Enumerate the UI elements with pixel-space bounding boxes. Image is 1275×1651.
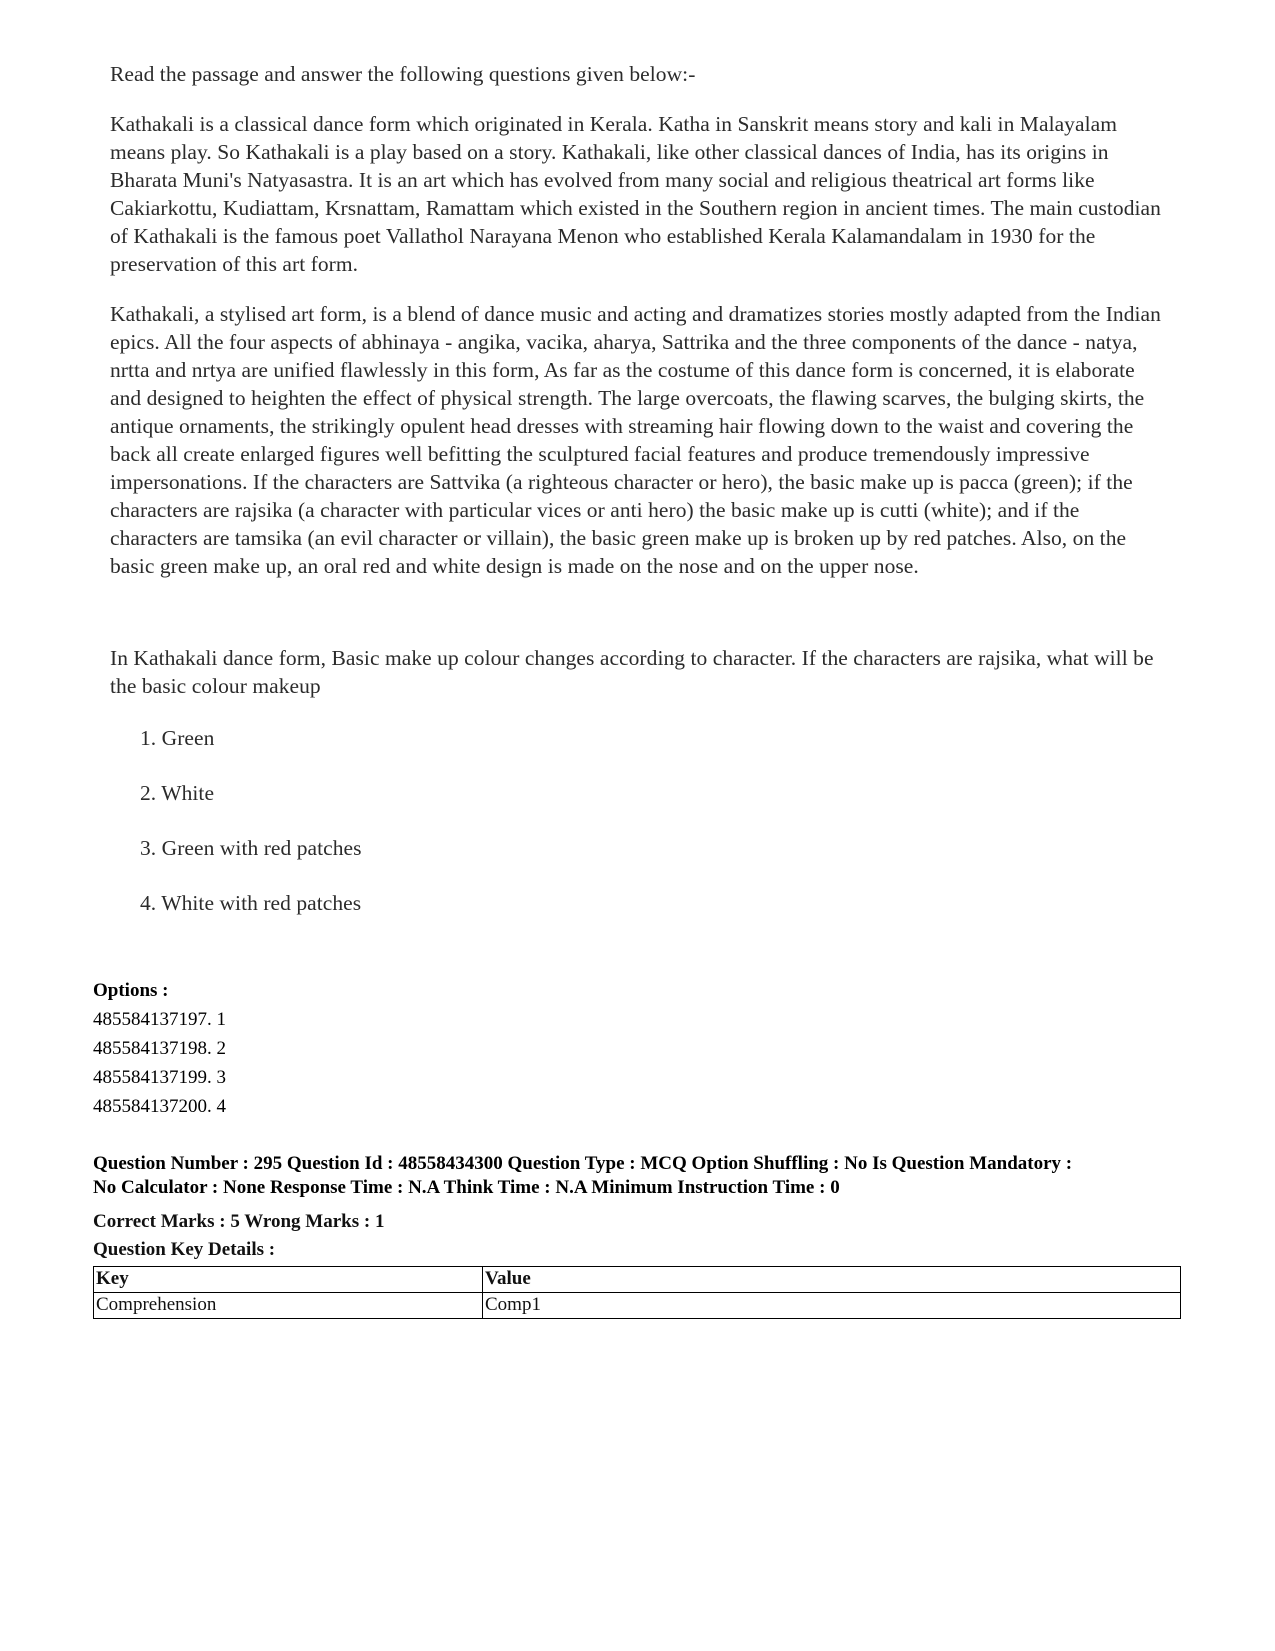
question-meta-line-1: Question Number : 295 Question Id : 48558434300 Question Type : MCQ Option Shuffling : No Is Question Mandatory : (93, 1153, 1073, 1174)
answer-choice-3: 3. Green with red patches (140, 836, 362, 860)
answer-choice-4: 4. White with red patches (140, 891, 362, 915)
passage-paragraph-1: Kathakali is a classical dance form which originated in Kerala. Katha in Sanskrit means story and kali in Malayalam means play. So Kathakali is a play based on a story. Kathakali, like other classical dances of India, has its origins in Bharata Muni's Natyasastra. It is an art which has evolved from many social and religious theatrical art forms like Cakiarkottu, Kudiattam, Krsnattam, Ramattam which existed in the Southern region in ancient times. The main custodian of Kathakali is the famous poet Vallathol Narayana Menon who established Kerala Kalamandalam in 1930 for the preservation of this art form. (110, 112, 1161, 276)
option-id-item: 485584137198. 2 (93, 1038, 226, 1059)
question-text: In Kathakali dance form, Basic make up colour changes according to character. If the characters are rajsika, what will be the basic colour makeup (110, 646, 1154, 698)
table-header-key: Key (94, 1267, 483, 1293)
answer-choices (110, 724, 1170, 917)
table-row (94, 1293, 1181, 1319)
table-cell-key: Comprehension (94, 1293, 483, 1319)
comprehension-scan (110, 60, 1170, 917)
table-cell-value: Comp1 (483, 1293, 1181, 1319)
option-id-item: 485584137199. 3 (93, 1067, 226, 1088)
answer-choice-2: 2. White (140, 781, 215, 805)
option-id-item: 485584137200. 4 (93, 1096, 226, 1117)
question-meta-line-2: No Calculator : None Response Time : N.A Think Time : N.A Minimum Instruction Time : 0 (93, 1177, 840, 1198)
options-section (93, 976, 1193, 1121)
options-heading: Options : (93, 980, 169, 1001)
option-id-list (93, 1005, 1193, 1121)
answer-choice-1: 1. Green (140, 726, 215, 750)
table-header-row (94, 1267, 1181, 1293)
passage-paragraph-2: Kathakali, a stylised art form, is a blend of dance music and acting and dramatizes stories mostly adapted from the Indian epics. All the four aspects of abhinaya - angika, vacika, aharya, Sattrika and the three components of the dance - natya, nrtta and nrtya are unified flawlessly in this form, As far as the costume of this dance form is concerned, it is elaborate and designed to heighten the effect of physical strength. The large overcoats, the flawing scarves, the bulging skirts, the antique ornaments, the strikingly opulent head dresses with streaming hair flowing down to the waist and covering the back all create enlarged figures well befitting the sculptured facial features and produce tremendously impressive impersonations. If the characters are Sattvika (a righteous character or hero), the basic make up is pacca (green); if the characters are rajsika (a character with particular vices or anti hero) the basic make up is cutti (white); and if the characters are tamsika (an evil character or villain), the basic green make up is broken up by red patches. Also, on the basic green make up, an oral red and white design is made on the nose and on the upper nose. (110, 302, 1161, 578)
key-details-heading: Question Key Details : (93, 1239, 276, 1260)
marks-line: Correct Marks : 5 Wrong Marks : 1 (93, 1211, 385, 1232)
question-meta (93, 1152, 1203, 1200)
instruction-text: Read the passage and answer the following questions given below:- (110, 62, 696, 86)
key-details-table (93, 1266, 1181, 1319)
table-header-value: Value (483, 1267, 1181, 1293)
option-id-item: 485584137197. 1 (93, 1009, 226, 1030)
